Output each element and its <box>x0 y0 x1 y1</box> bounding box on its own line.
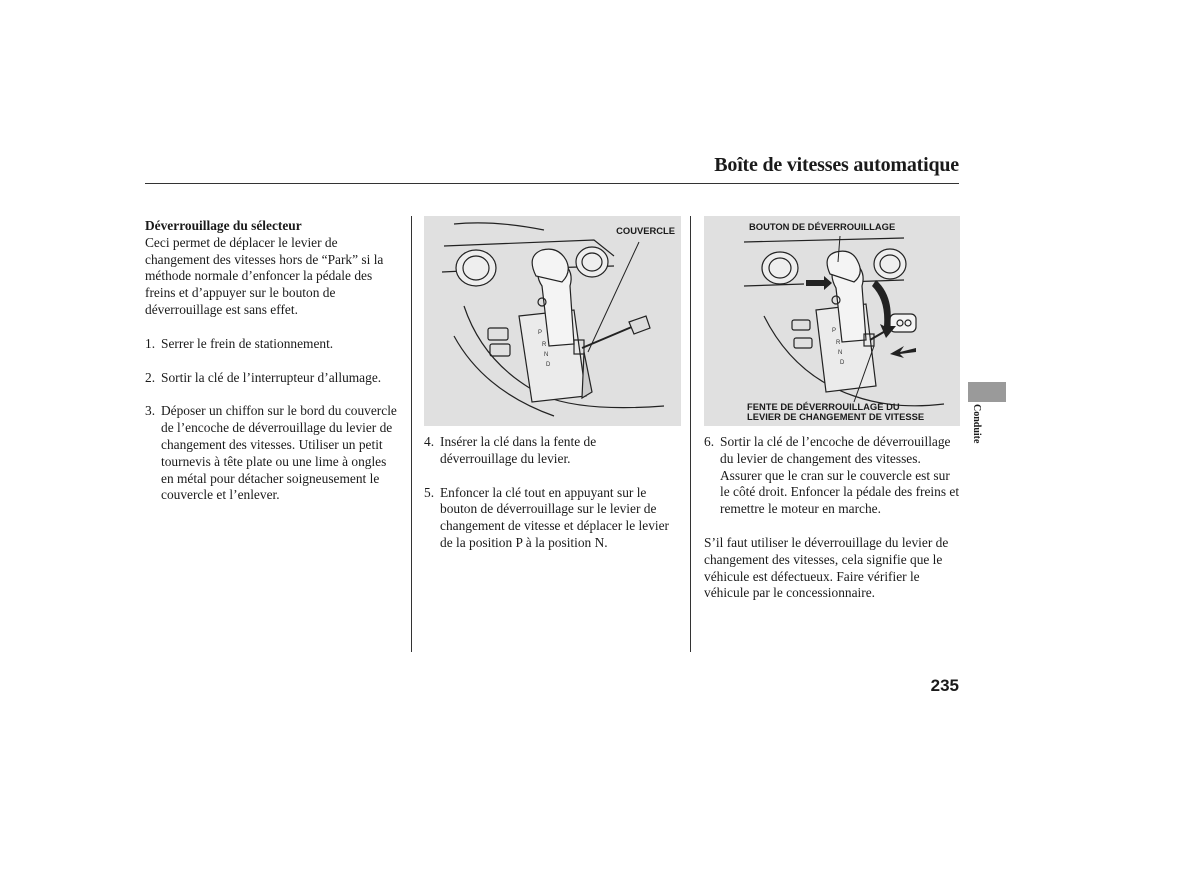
callout-release-slot-line-2: LEVIER DE CHANGEMENT DE VITESSE <box>747 411 925 422</box>
figure-cover-removal <box>424 216 681 426</box>
callout-release-slot-line-1: FENTE DE DÉVERROUILLAGE DU <box>747 401 900 412</box>
gear-letters: N <box>544 352 549 358</box>
shifter-key-illustration <box>704 216 960 426</box>
step-number: 6. <box>704 434 715 449</box>
arrow-icon <box>806 276 832 290</box>
step-text: Enfoncer la clé tout en appuyant sur le bouton de déverrouillage sur le levier de changement de vitesse et déplacer le levier de la position P à la position N. <box>440 484 670 550</box>
section-tab-label: Conduite <box>971 404 982 444</box>
step-3 <box>145 403 400 504</box>
callout-release-button: BOUTON DE DÉVERROUILLAGE <box>749 221 896 232</box>
step-number: 5. <box>424 484 435 500</box>
step-text: Serrer le frein de stationnement. <box>161 335 334 351</box>
page-number: 235 <box>930 676 959 695</box>
step-1 <box>145 336 400 353</box>
column-3 <box>704 434 960 619</box>
column-divider <box>411 216 412 652</box>
gear-letters: D <box>840 360 845 366</box>
gear-letters: D <box>546 362 551 368</box>
gear-letters: R <box>836 340 841 346</box>
step-text: Sortir la clé de l’encoche de déverrouillage du levier de changement des vitesses. Assurer que le cran sur le couvercle est sur le côté droit. Enfoncer la pédale des freins et remettre le moteur en marche. <box>720 434 960 517</box>
step-text: Insérer la clé dans la fente de déverrouillage du levier. <box>440 434 597 466</box>
gear-letters: P <box>538 330 543 336</box>
step-text: Sortir la clé de l’interrupteur d’allumage. <box>161 369 382 385</box>
section-heading: Déverrouillage du sélecteur <box>145 218 302 233</box>
page-title: Boîte de vitesses automatique <box>714 154 959 176</box>
curved-arrow-icon <box>872 280 896 338</box>
gear-letters: N <box>838 350 843 356</box>
callout-cover: COUVERCLE <box>616 225 675 236</box>
column-1 <box>145 218 400 521</box>
title-rule <box>145 183 959 184</box>
shifter-cover-illustration <box>424 216 681 426</box>
column-2 <box>424 434 674 569</box>
step-number: 3. <box>145 403 156 419</box>
arrow-icon <box>890 346 916 358</box>
step-text: Déposer un chiffon sur le bord du couvercle de l’encoche de déverrouillage du levier de changement des vitesses. Utiliser un petit tournevis à tête plate ou une lime à ongles en métal pour détacher soigneusement le couvercle et l’enlever. <box>161 403 397 503</box>
gear-letters: P <box>832 328 837 334</box>
step-number: 2. <box>145 369 156 385</box>
intro-paragraph: Ceci permet de déplacer le levier de changement des vitesses hors de “Park” si la méthode normale d’enfoncer la pédale des freins et d’appuyer sur le bouton de déverrouillage est sans effet. <box>145 234 384 317</box>
step-6 <box>704 434 960 518</box>
gear-letters: R <box>542 342 547 348</box>
step-4 <box>424 434 674 468</box>
step-5 <box>424 485 674 552</box>
step-2 <box>145 370 400 387</box>
note-paragraph: S’il faut utiliser le déverrouillage du levier de changement des vitesses, cela signifie que le véhicule est défectueux. Faire vérifier le véhicule par le concessionnaire. <box>704 534 949 601</box>
column-divider <box>690 216 691 652</box>
section-tab <box>968 382 1006 402</box>
step-number: 1. <box>145 335 156 351</box>
figure-key-release <box>704 216 960 426</box>
step-number: 4. <box>424 434 435 449</box>
